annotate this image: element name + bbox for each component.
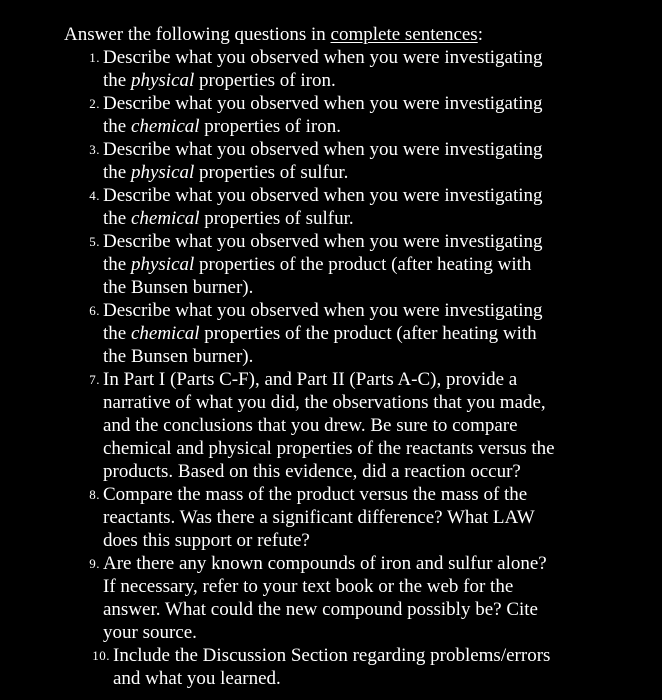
question-item [64, 299, 654, 368]
question-text: properties of the product (after heating with [199, 323, 537, 344]
question-line [103, 92, 654, 115]
question-text: products. Based on this evidence, did a reaction occur? [103, 461, 521, 482]
question-list [64, 46, 654, 690]
question-item [64, 644, 654, 690]
question-number: 10. [92, 648, 110, 663]
question-line [103, 414, 654, 437]
question-text: Are there any known compounds of iron and sulfur alone? [103, 553, 547, 574]
question-line [103, 552, 654, 575]
question-line [103, 598, 654, 621]
question-number: 5. [89, 234, 100, 249]
question-line [103, 115, 654, 138]
question-text: reactants. Was there a significant difference? What LAW [103, 507, 535, 528]
question-text: properties of sulfur. [194, 162, 349, 183]
question-item [64, 46, 654, 92]
question-text: Describe what you observed when you were investigating [103, 231, 543, 252]
question-line [103, 207, 654, 230]
emphasis-text: chemical [130, 208, 200, 229]
question-text: answer. What could the new compound possibly be? Cite [103, 599, 538, 620]
question-line [103, 667, 654, 690]
question-number: 8. [89, 487, 100, 502]
question-text: your source. [103, 622, 197, 643]
question-text: the [103, 323, 131, 344]
question-text: the Bunsen burner). [103, 346, 254, 367]
question-text: does this support or refute? [103, 530, 310, 551]
question-text: properties of iron. [199, 116, 341, 137]
question-number: 9. [89, 556, 100, 571]
document [64, 23, 654, 690]
question-number: 3. [89, 142, 100, 157]
question-text: Describe what you observed when you were investigating [103, 185, 543, 206]
question-number: 4. [89, 188, 100, 203]
emphasis-text: chemical [130, 323, 200, 344]
question-text: the [103, 116, 131, 137]
question-line [103, 230, 654, 253]
question-line [103, 345, 654, 368]
question-line [103, 253, 654, 276]
question-line [103, 299, 654, 322]
question-text: the [103, 254, 131, 275]
instructions-heading [64, 23, 654, 46]
question-item [64, 368, 654, 483]
question-text: If necessary, refer to your text book or the web for the [103, 576, 514, 597]
heading-suffix: : [477, 24, 483, 45]
question-line [103, 184, 654, 207]
question-line [103, 69, 654, 92]
question-line [103, 483, 654, 506]
question-line [103, 391, 654, 414]
question-text: In Part I (Parts C-F), and Part II (Parts A-C), provide a [103, 369, 518, 390]
question-line [103, 368, 654, 391]
emphasis-text: physical [130, 162, 195, 183]
question-number: 1. [89, 50, 100, 65]
question-text: Describe what you observed when you were investigating [103, 93, 543, 114]
question-line [103, 621, 654, 644]
heading-underlined: complete sentences [330, 24, 478, 45]
question-line [103, 437, 654, 460]
emphasis-text: physical [130, 254, 195, 275]
emphasis-text: chemical [130, 116, 200, 137]
question-line [103, 161, 654, 184]
question-text: the [103, 70, 131, 91]
question-text: Describe what you observed when you were investigating [103, 47, 543, 68]
question-number: 6. [89, 303, 100, 318]
question-line [103, 529, 654, 552]
question-item [64, 138, 654, 184]
question-item [64, 230, 654, 299]
question-line [103, 322, 654, 345]
question-text: the [103, 208, 131, 229]
question-text: narrative of what you did, the observations that you made, [103, 392, 546, 413]
question-text: properties of the product (after heating with [194, 254, 532, 275]
question-text: Describe what you observed when you were investigating [103, 300, 543, 321]
emphasis-text: physical [130, 70, 195, 91]
question-text: properties of iron. [194, 70, 336, 91]
heading-prefix: Answer the following questions in [64, 24, 331, 45]
question-line [103, 46, 654, 69]
question-text: and what you learned. [113, 668, 281, 689]
question-item [64, 552, 654, 644]
question-text: Include the Discussion Section regarding problems/errors [113, 645, 551, 666]
question-text: Compare the mass of the product versus the mass of the [103, 484, 528, 505]
question-item [64, 184, 654, 230]
question-text: the Bunsen burner). [103, 277, 254, 298]
question-text: and the conclusions that you drew. Be sure to compare [103, 415, 518, 436]
question-item [64, 483, 654, 552]
question-line [103, 138, 654, 161]
question-line [103, 276, 654, 299]
question-number: 2. [89, 96, 100, 111]
question-text: Describe what you observed when you were investigating [103, 139, 543, 160]
question-line [103, 460, 654, 483]
question-number: 7. [89, 372, 100, 387]
question-line [103, 506, 654, 529]
question-text: chemical and physical properties of the reactants versus the [103, 438, 555, 459]
question-text: properties of sulfur. [199, 208, 354, 229]
question-line [103, 644, 654, 667]
question-text: the [103, 162, 131, 183]
question-line [103, 575, 654, 598]
question-item [64, 92, 654, 138]
